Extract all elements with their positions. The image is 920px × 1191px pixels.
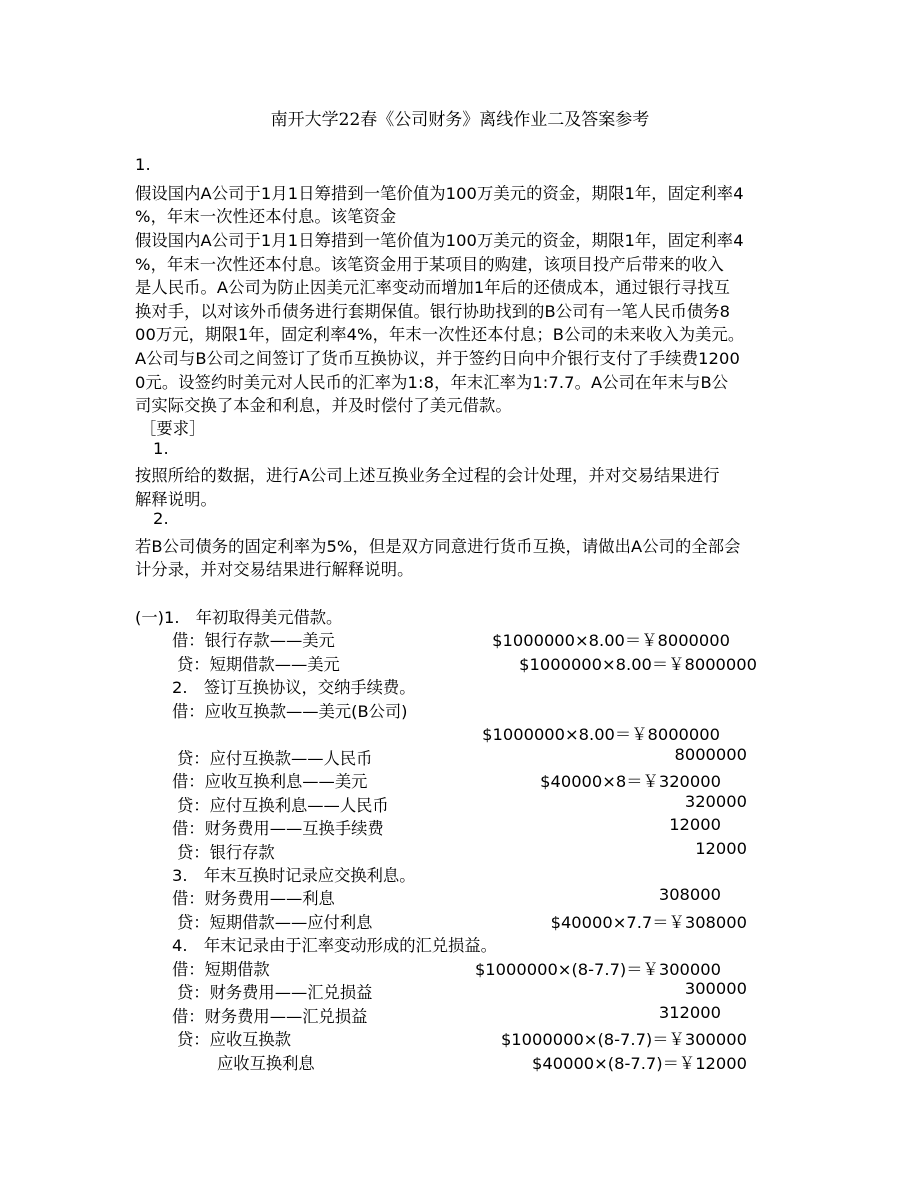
journal-credit-label: 贷：应付互换利息——人民币 bbox=[177, 796, 389, 815]
journal-amount: $1000000×8.00＝￥8000000 bbox=[492, 631, 730, 650]
journal-credit-label: 贷：短期借款——美元 bbox=[177, 655, 340, 674]
question-number: 1. bbox=[135, 155, 151, 174]
requirement-line: 按照所给的数据，进行A公司上述互换业务全过程的会计处理，并对交易结果进行 bbox=[135, 466, 720, 485]
requirement-number: 2. bbox=[153, 509, 169, 528]
journal-amount: $40000×8＝￥320000 bbox=[540, 772, 721, 791]
journal-credit-label: 应收互换利息 bbox=[217, 1054, 315, 1073]
requirement-line: 若B公司债务的固定利率为5%，但是双方同意进行货币互换，请做出A公司的全部会 bbox=[135, 537, 741, 556]
journal-amount: 12000 bbox=[669, 815, 721, 834]
question-line: %，年末一次性还本付息。该笔资金用于某项目的购建，该项目投产后带来的收入 bbox=[135, 255, 724, 274]
journal-debit-label: 借：应收互换款——美元(B公司) bbox=[172, 702, 408, 721]
answer-heading: (一)1. 年初取得美元借款。 bbox=[135, 608, 343, 627]
requirement-line: 计分录，并对交易结果进行解释说明。 bbox=[135, 560, 414, 579]
journal-amount: 300000 bbox=[684, 979, 747, 998]
journal-amount: $40000×(8-7.7)＝￥12000 bbox=[532, 1054, 747, 1073]
step-heading: 3. 年末互换时记录应交换利息。 bbox=[172, 866, 416, 885]
journal-amount: $1000000×8.00＝￥8000000 bbox=[482, 725, 720, 744]
journal-amount: $1000000×(8-7.7)＝￥300000 bbox=[500, 1030, 747, 1049]
question-line: 00万元，期限1年，固定利率4%，年末一次性还本付息；B公司的未来收入为美元。 bbox=[135, 325, 745, 344]
question-line: 司实际交换了本金和利息，并及时偿付了美元借款。 bbox=[135, 396, 512, 415]
journal-debit-label: 借：银行存款——美元 bbox=[172, 631, 335, 650]
journal-amount: 312000 bbox=[658, 1003, 721, 1022]
journal-debit-label: 借：财务费用——互换手续费 bbox=[172, 819, 384, 838]
journal-amount: $1000000×(8-7.7)＝￥300000 bbox=[474, 960, 721, 979]
journal-amount: 308000 bbox=[658, 885, 721, 904]
question-line: 假设国内A公司于1月1日筹措到一笔价值为100万美元的资金，期限1年，固定利率4 bbox=[135, 184, 744, 203]
journal-credit-label: 贷：银行存款 bbox=[177, 843, 275, 862]
question-line: 是人民币。A公司为防止因美元汇率变动而增加1年后的还债成本，通过银行寻找互 bbox=[135, 278, 731, 297]
step-heading: 4. 年末记录由于汇率变动形成的汇兑损益。 bbox=[172, 936, 497, 955]
requirement-line: 解释说明。 bbox=[135, 490, 217, 509]
question-line: 0元。设签约时美元对人民币的汇率为1:8，年末汇率为1:7.7。A公司在年末与B公 bbox=[135, 373, 729, 392]
requirement-number: 1. bbox=[153, 439, 169, 458]
question-line: 假设国内A公司于1月1日筹措到一笔价值为100万美元的资金，期限1年，固定利率4 bbox=[135, 231, 744, 250]
question-line: %，年末一次性还本付息。该笔资金 bbox=[135, 207, 397, 226]
step-heading: 2. 签订互换协议，交纳手续费。 bbox=[172, 678, 416, 697]
journal-debit-label: 借：财务费用——利息 bbox=[172, 889, 335, 908]
question-line: A公司与B公司之间签订了货币互换协议，并于签约日向中介银行支付了手续费1200 bbox=[135, 349, 740, 368]
journal-credit-label: 贷：财务费用——汇兑损益 bbox=[177, 983, 373, 1002]
journal-amount: 320000 bbox=[684, 792, 747, 811]
journal-debit-label: 借：应收互换利息——美元 bbox=[172, 772, 368, 791]
journal-credit-label: 贷：短期借款——应付利息 bbox=[177, 913, 373, 932]
journal-credit-label: 贷：应付互换款——人民币 bbox=[177, 749, 373, 768]
journal-amount: 8000000 bbox=[674, 745, 747, 764]
question-line: 换对手，以对该外币债务进行套期保值。银行协助找到的B公司有一笔人民币债务8 bbox=[135, 302, 731, 321]
journal-amount: $40000×7.7＝￥308000 bbox=[550, 913, 747, 932]
journal-debit-label: 借：短期借款 bbox=[172, 960, 270, 979]
journal-credit-label: 贷：应收互换款 bbox=[177, 1030, 291, 1049]
journal-debit-label: 借：财务费用——汇兑损益 bbox=[172, 1007, 368, 1026]
journal-amount: 12000 bbox=[695, 839, 747, 858]
page-title: 南开大学22春《公司财务》离线作业二及答案参考 bbox=[270, 110, 650, 130]
journal-amount: $1000000×8.00＝￥8000000 bbox=[519, 655, 757, 674]
requirements-label: ［要求］ bbox=[140, 419, 206, 438]
